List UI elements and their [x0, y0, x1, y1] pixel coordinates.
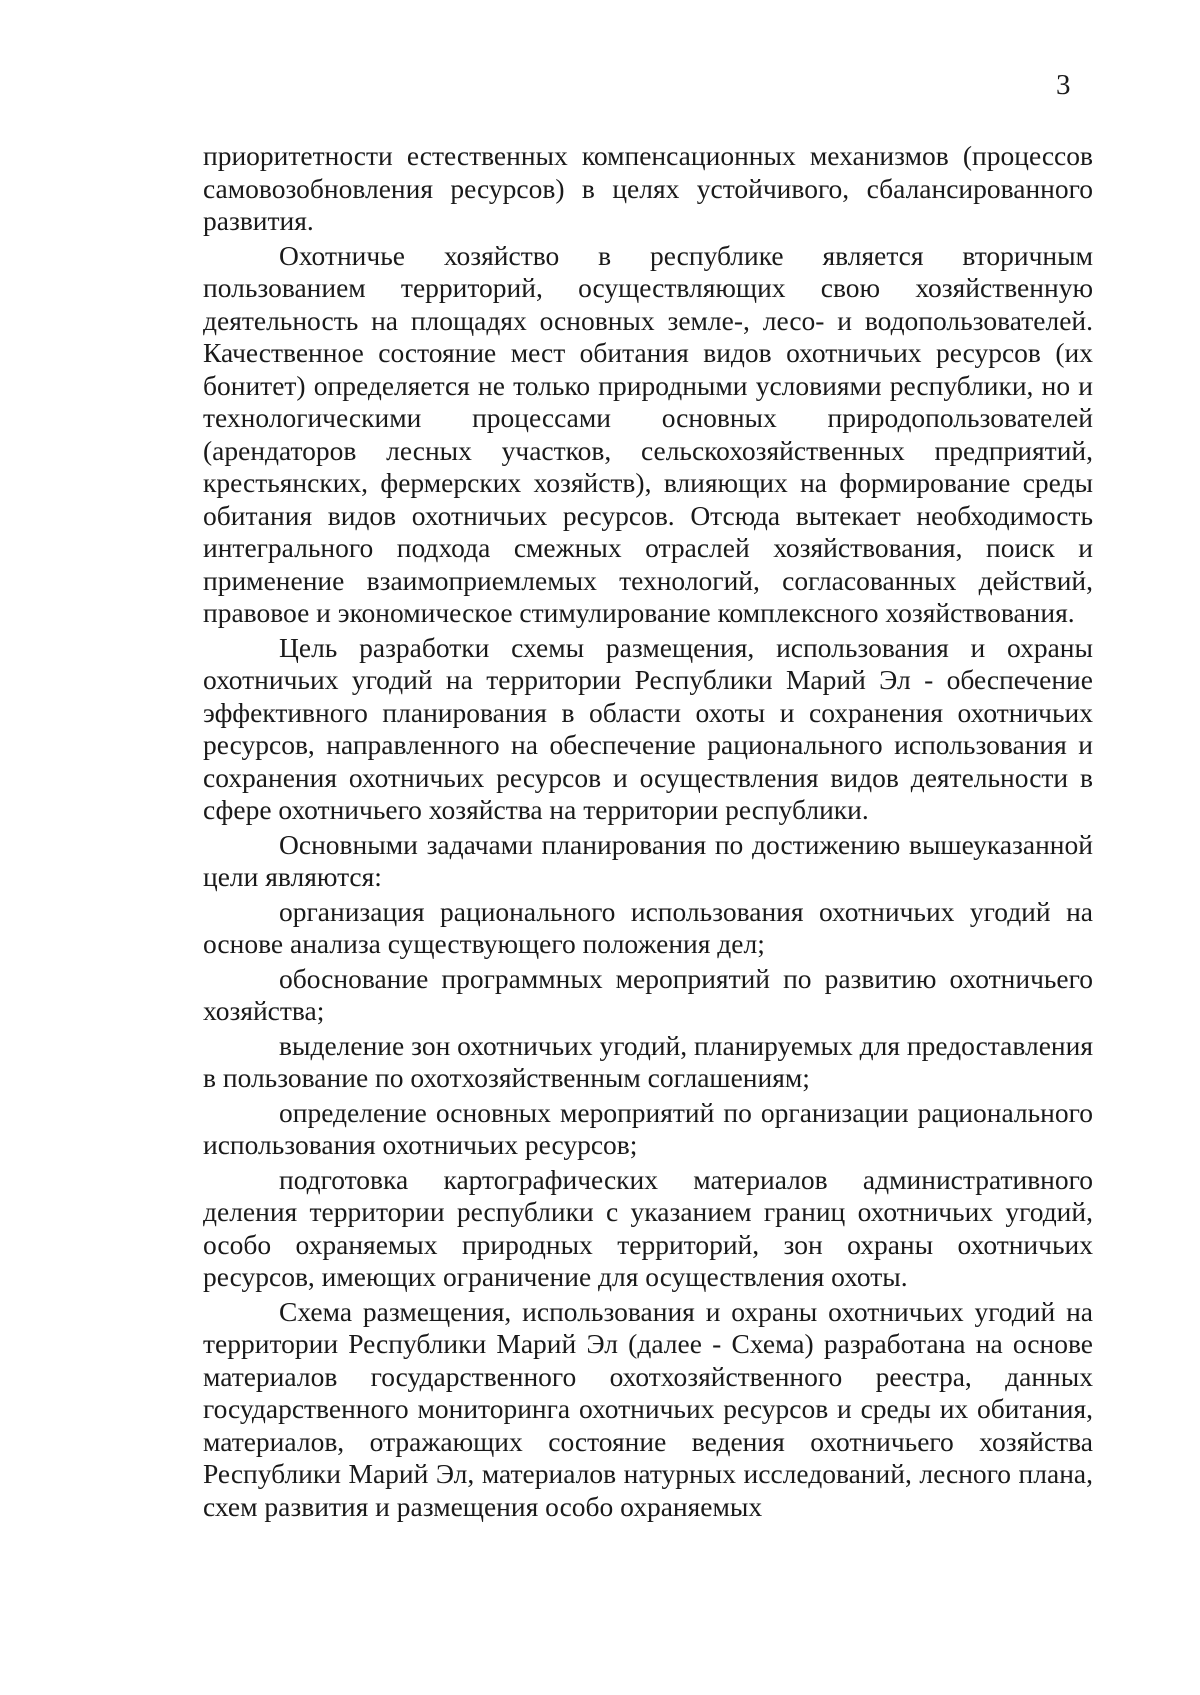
paragraph-tasks-intro: Основными задачами планирования по достижению вышеуказанной цели являются: [203, 828, 1093, 892]
paragraph-hunting-economy: Охотничье хозяйство в республике является вторичным пользованием территорий, осуществляющих свою хозяйственную деятельность на площадях основных земле-, лесо- и водопользователей. Качественное состояние мест обитания видов охотничьих ресурсов (их бонитет) определяется не только природными условиями республики, но и технологическими процессами основных природопользователей (арендаторов лесных участков, сельскохозяйственных предприятий, крестьянских, фермерских хозяйств), влияющих на формирование среды обитания видов охотничьих ресурсов. Отсюда вытекает необходимость интегрального подхода смежных отраслей хозяйствования, поиск и применение взаимоприемлемых технологий, согласованных действий, правовое и экономическое стимулирование комплексного хозяйствования. [203, 239, 1093, 628]
list-item-rational-use: организация рационального использования охотничьих угодий на основе анализа существующего положения дел; [203, 895, 1093, 959]
document-body [203, 140, 1093, 1525]
list-item-zones: выделение зон охотничьих угодий, планируемых для предоставления в пользование по охотхозяйственным соглашениям; [203, 1029, 1093, 1093]
list-item-measures: определение основных мероприятий по организации рационального использования охотничьих ресурсов; [203, 1096, 1093, 1160]
paragraph-goal: Цель разработки схемы размещения, использования и охраны охотничьих угодий на территории Республики Марий Эл - обеспечение эффективного планирования в области охоты и сохранения охотничьих ресурсов, направленного на обеспечение рационального использования и сохранения охотничьих ресурсов и осуществления видов деятельности в сфере охотничьего хозяйства на территории республики. [203, 631, 1093, 825]
list-item-cartography: подготовка картографических материалов административного деления территории республики с указанием границ охотничьих угодий, особо охраняемых природных территорий, зон охраны охотничьих ресурсов, имеющих ограничение для осуществления охоты. [203, 1163, 1093, 1292]
paragraph-scheme-basis: Схема размещения, использования и охраны охотничьих угодий на территории Республики Марий Эл (далее - Схема) разработана на основе материалов государственного охотхозяйственного реестра, данных государственного мониторинга охотничьих ресурсов и среды их обитания, материалов, отражающих состояние ведения охотничьего хозяйства Республики Марий Эл, материалов натурных исследований, лесного плана, схем развития и размещения особо охраняемых [203, 1295, 1093, 1522]
paragraph-continuation: приоритетности естественных компенсационных механизмов (процессов самовозобновления ресурсов) в целях устойчивого, сбалансированного развития. [203, 140, 1093, 236]
list-item-program-justification: обоснование программных мероприятий по развитию охотничьего хозяйства; [203, 962, 1093, 1026]
page-number: 3 [1056, 69, 1071, 101]
